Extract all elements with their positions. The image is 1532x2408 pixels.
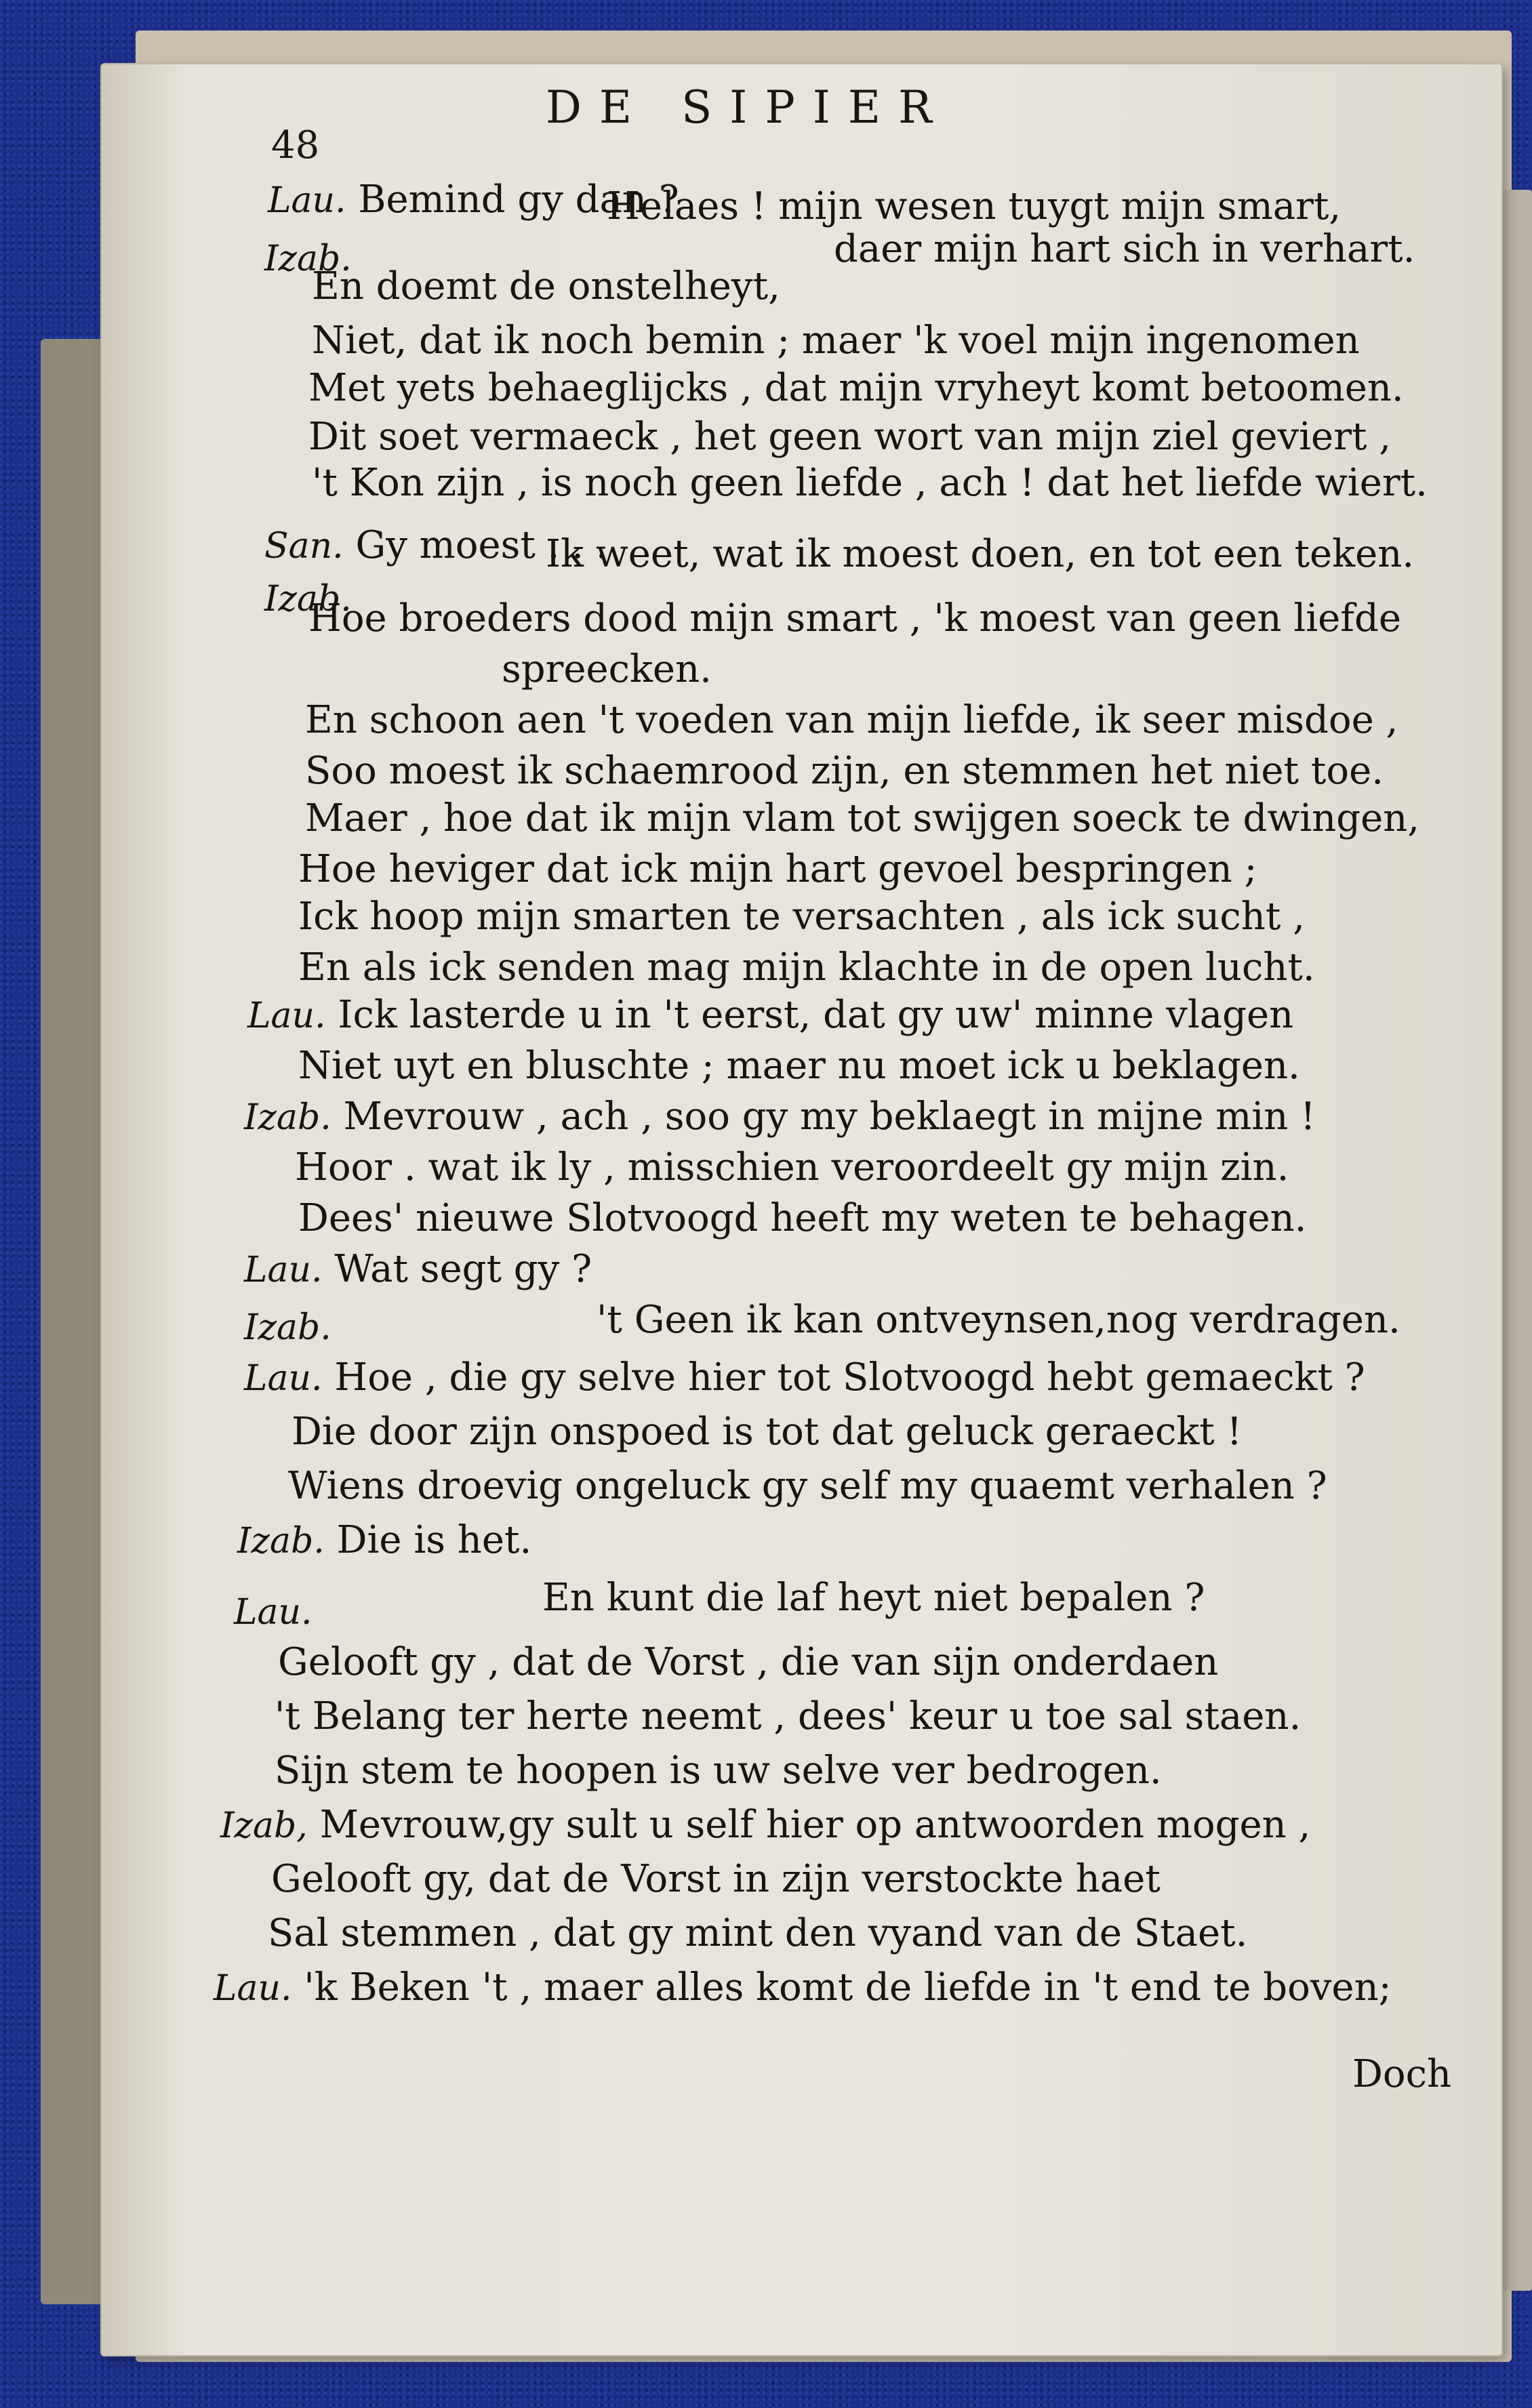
verse-text: Mevrouw , ach , soo gy my beklaegt in mijne min ! <box>343 1095 1316 1139</box>
speaker-label: Izab. <box>264 239 352 279</box>
speaker-label: Izab. <box>237 1521 325 1562</box>
speaker-label: Lau. <box>234 1592 313 1633</box>
verse-text: Gelooft gy , dat de Vorst , die van sijn onderdaen <box>278 1640 1219 1684</box>
verse-line <box>275 1749 1162 1793</box>
verse-line <box>288 1464 1327 1508</box>
verse-line <box>312 319 1360 363</box>
verse-line <box>305 698 1398 742</box>
verse-line <box>244 1095 1316 1139</box>
verse-text: 't Geen ik kan ontveynsen,nog verdragen. <box>597 1298 1400 1342</box>
verse-line <box>214 1965 1392 2009</box>
verse-line <box>607 184 1341 228</box>
verse-text: 't Belang ter herte neemt , dees' keur u toe sal staen. <box>275 1694 1302 1738</box>
verse-text: Hoe heviger dat ick mijn hart gevoel bespringen ; <box>298 847 1257 891</box>
verse-text: En als ick senden mag mijn klachte in de open lucht. <box>298 945 1315 989</box>
verse-line <box>247 993 1293 1037</box>
verse-text: Sal stemmen , dat gy mint den vyand van de Staet. <box>268 1911 1248 1955</box>
verse-text: Sijn stem te hoopen is uw selve ver bedrogen. <box>275 1749 1162 1793</box>
speaker-label: San. <box>264 526 344 567</box>
catchword: Doch <box>1352 2052 1452 2096</box>
verse-text: Ick hoop mijn smarten te versachten , als ick sucht , <box>298 895 1305 939</box>
verse-line <box>298 945 1315 989</box>
verse-line <box>305 749 1384 793</box>
speaker-label: Izab. <box>244 1097 331 1138</box>
verse-line <box>237 1518 531 1562</box>
verse-text: Hoe broeders dood mijn smart , 'k moest van geen liefde <box>308 596 1402 640</box>
verse-line <box>275 1694 1301 1738</box>
verse-text: Hoe , die gy selve hier tot Slotvoogd hebt gemaeckt ? <box>334 1355 1365 1400</box>
verse-text: Niet uyt en bluschte ; maer nu moet ick u beklagen. <box>298 1044 1300 1088</box>
speaker-label: Izab. <box>264 579 352 619</box>
verse-text: Maer , hoe dat ik mijn vlam tot swijgen soeck te dwingen, <box>305 796 1420 840</box>
verse-text: Dees' nieuwe Slotvoogd heeft my weten te behagen. <box>298 1196 1307 1240</box>
verse-text: Ik weet, wat ik moest doen, en tot een teken. <box>546 532 1415 576</box>
verse-text: Met yets behaeglijcks , dat mijn vryheyt komt betoomen. <box>308 366 1404 410</box>
verse-line <box>502 647 712 691</box>
verse-text: Gelooft gy, dat de Vorst in zijn verstockte haet <box>271 1857 1161 1901</box>
verse-text: Gy moest . . . <box>355 523 608 567</box>
verse-line <box>298 1196 1306 1240</box>
verse-text: 'k Beken 't , maer alles komt de liefde in 't end te boven; <box>304 1965 1392 2009</box>
verse-text: Wat segt gy ? <box>334 1247 592 1291</box>
speaker-label: Lau. <box>244 1358 323 1399</box>
verse-line <box>244 1355 1365 1400</box>
verse-text: Die door zijn onspoed is tot dat geluck geraeckt ! <box>291 1410 1243 1454</box>
verse-line <box>291 1410 1242 1454</box>
verse-line <box>234 1576 1205 1633</box>
verse-text: spreecken. <box>502 647 712 691</box>
verse-line <box>312 264 780 308</box>
speaker-label: Lau. <box>247 996 326 1036</box>
verse-line <box>278 1640 1218 1684</box>
verse-line <box>268 1911 1247 1955</box>
verse-line <box>244 1247 592 1291</box>
verse-text: Dit soet vermaeck , het geen wort van mijn ziel geviert , <box>308 415 1392 459</box>
speaker-label: Izab, <box>220 1805 308 1846</box>
speaker-label: Izab. <box>244 1307 331 1348</box>
speaker-label: Lau. <box>268 180 346 221</box>
verse-line <box>244 1298 1400 1349</box>
verse-line <box>312 461 1428 505</box>
verse-line <box>834 227 1415 271</box>
verse-text: Hoor . wat ik ly , misschien veroordeelt gy mijn zin. <box>295 1145 1289 1189</box>
page-number: 48 <box>271 123 320 167</box>
verse-text: Niet, dat ik noch bemin ; maer 'k voel mijn ingenomen <box>312 319 1360 363</box>
verse-text: Mevrouw,gy sult u self hier op antwoorden mogen , <box>319 1803 1311 1847</box>
verse-text: Bemind gy dan ? <box>358 178 679 222</box>
verse-text: En doemt de onstelheyt, <box>312 264 780 308</box>
speaker-label: Lau. <box>214 1968 292 2009</box>
verse-text: Wiens droevig ongeluck gy self my quaemt verhalen ? <box>288 1464 1327 1508</box>
verse-text: daer mijn hart sich in verhart. <box>834 227 1415 271</box>
verse-line <box>298 847 1257 891</box>
verse-line <box>308 366 1404 410</box>
verse-line <box>308 415 1391 459</box>
verse-line <box>305 796 1419 840</box>
speaker-label: Lau. <box>244 1250 323 1290</box>
verse-line <box>271 1857 1161 1901</box>
verse-line <box>546 532 1414 576</box>
verse-line <box>298 895 1305 939</box>
verse-line <box>298 1044 1300 1088</box>
verse-line <box>220 1803 1310 1847</box>
verse-text: Die is het. <box>336 1518 532 1562</box>
verse-line <box>308 596 1401 640</box>
verse-text: Helaes ! mijn wesen tuygt mijn smart, <box>607 184 1342 228</box>
verse-line <box>295 1145 1289 1189</box>
verse-text: Ick lasterde u in 't eerst, dat gy uw' minne vlagen <box>338 993 1294 1037</box>
verse-text: 't Kon zijn , is noch geen liefde , ach ! dat het liefde wiert. <box>312 461 1428 505</box>
verse-text: Soo moest ik schaemrood zijn, en stemmen het niet toe. <box>305 749 1384 793</box>
running-head: DE SIPIER <box>546 81 950 134</box>
verse-text: En kunt die laf heyt niet bepalen ? <box>542 1576 1205 1620</box>
verse-text: En schoon aen 't voeden van mijn liefde, ik seer misdoe , <box>305 698 1398 742</box>
